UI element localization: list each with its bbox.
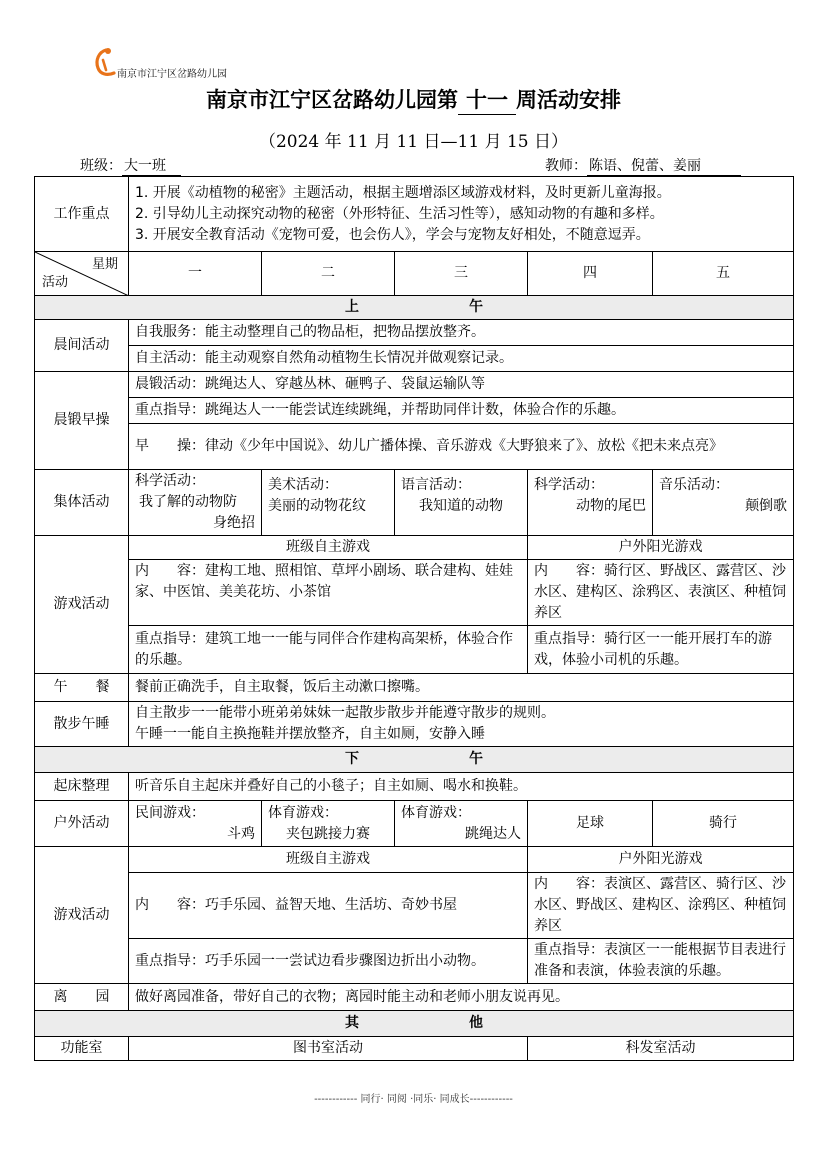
group-activity-mon <box>129 470 262 536</box>
activity-name: 身绝招 <box>213 515 255 531</box>
schedule-table <box>34 176 794 1061</box>
outdoor-games-content: 内 容：表演区、露营区、骑行区、沙水区、野战区、建构区、涂鸦区、种植饲养区 <box>528 873 794 939</box>
logo-mark-icon <box>90 46 120 80</box>
day-header-thu: 四 <box>528 252 653 296</box>
section-char: 下 <box>345 751 360 767</box>
outdoor-games-guidance: 重点指导：表演区一一能根据节目表进行准备和表演，体验表演的乐趣。 <box>528 939 794 984</box>
class-games-guidance: 重点指导：建筑工地一一能与同伴合作建构高架桥，体验合作的乐趣。 <box>129 626 528 674</box>
group-activity-wed <box>395 470 528 536</box>
section-other <box>35 1011 794 1037</box>
nap-text: 午睡一一能自主换拖鞋并摆放整齐，自主如厕，安静入睡 <box>135 726 485 742</box>
day-header-mon: 一 <box>129 252 262 296</box>
group-activity-tue <box>262 470 395 536</box>
corner-weekday-label: 星期 <box>91 257 118 272</box>
title-prefix: 南京市江宁区岔路幼儿园第 <box>206 87 458 112</box>
activity-type: 民间游戏： <box>135 804 205 821</box>
activity-name: 夹包跳接力赛 <box>286 825 370 842</box>
outdoor-activity-tue <box>262 801 395 847</box>
class-games-guidance: 重点指导：巧手乐园一一尝试边看步骤图边折出小动物。 <box>129 939 528 984</box>
activity-type: 体育游戏： <box>268 804 338 821</box>
activity-name: 我了解的动物防 <box>139 494 237 510</box>
exercise-activity-text: 晨锻活动：跳绳达人、穿越丛林、砸鸭子、袋鼠运输队等 <box>129 372 794 398</box>
outdoor-activity-mon <box>129 801 262 847</box>
activity-name: 颠倒歌 <box>745 498 788 514</box>
section-char: 其 <box>345 1015 360 1031</box>
activity-name: 跳绳达人 <box>465 825 521 842</box>
outdoor-activity-thu: 足球 <box>528 801 653 847</box>
activity-name: 美丽的动物花纹 <box>268 498 366 514</box>
lunch-label: 午 餐 <box>35 674 129 702</box>
activity-name: 动物的尾巴 <box>576 498 646 514</box>
group-activity-label: 集体活动 <box>35 470 129 536</box>
class-value: 大一班 <box>122 155 181 176</box>
activity-type: 语言活动： <box>401 477 471 493</box>
leave-label: 离 园 <box>35 984 129 1011</box>
wakeup-content: 听音乐自主起床并叠好自己的小毯子；自主如厕、喝水和换鞋。 <box>129 773 794 801</box>
games-label-afternoon: 游戏活动 <box>35 847 129 984</box>
science-room-activity: 科发室活动 <box>528 1037 794 1061</box>
section-char: 他 <box>469 1015 484 1031</box>
section-char: 上 <box>345 299 360 315</box>
title-week: 十一 <box>458 84 516 115</box>
library-activity: 图书室活动 <box>129 1037 528 1061</box>
function-room-label: 功能室 <box>35 1037 129 1061</box>
logo-name: 南京市江宁区岔路幼儿园 <box>117 69 227 80</box>
outdoor-activity-fri: 骑行 <box>653 801 794 847</box>
walk-nap-content <box>129 702 794 747</box>
outdoor-games-title: 户外阳光游戏 <box>528 847 794 873</box>
work-focus-item: 1. 开展《动植物的秘密》主题活动，根据主题增添区域游戏材料，及时更新儿童海报。 <box>135 184 671 201</box>
morning-exercise-text: 早 操：律动《少年中国说》、幼儿广播体操、音乐游戏《大野狼来了》、放松《把未来点亮》 <box>129 424 794 470</box>
activity-name: 我知道的动物 <box>419 498 503 514</box>
day-header-wed: 三 <box>395 252 528 296</box>
teacher-value: 陈语、倪蕾、姜丽 <box>587 155 741 176</box>
leave-content: 做好离园准备，带好自己的衣物；离园时能主动和老师小朋友说再见。 <box>129 984 794 1011</box>
day-header-fri: 五 <box>653 252 794 296</box>
footer-slogan: ------------ 同行· 同阅 ·同乐· 同成长------------ <box>314 1094 513 1105</box>
outdoor-activity-wed <box>395 801 528 847</box>
class-info <box>80 155 181 176</box>
class-games-title: 班级自主游戏 <box>129 847 528 873</box>
self-service-text: 自我服务：能主动整理自己的物品柜，把物品摆放整齐。 <box>129 320 794 346</box>
work-focus-label: 工作重点 <box>35 177 129 252</box>
wakeup-label: 起床整理 <box>35 773 129 801</box>
section-char: 午 <box>469 751 484 767</box>
morning-activity-label: 晨间活动 <box>35 320 129 372</box>
activity-type: 美术活动： <box>268 477 338 493</box>
teacher-info <box>545 155 741 176</box>
activity-type: 体育游戏： <box>401 804 471 821</box>
outdoor-games-title: 户外阳光游戏 <box>528 536 794 560</box>
weekday-corner-cell <box>35 252 129 296</box>
section-afternoon <box>35 747 794 773</box>
date-range: （2024 年 11 月 11 日—11 月 15 日） <box>258 132 569 152</box>
page-title <box>0 84 827 115</box>
corner-activity-label: 活动 <box>42 275 69 290</box>
activity-type: 科学活动： <box>534 477 604 493</box>
self-activity-text: 自主活动：能主动观察自然角动植物生长情况并做观察记录。 <box>129 346 794 372</box>
walk-nap-label: 散步午睡 <box>35 702 129 747</box>
exercise-guidance-text: 重点指导：跳绳达人一一能尝试连续跳绳，并帮助同伴计数，体验合作的乐趣。 <box>129 398 794 424</box>
work-focus-item: 2. 引导幼儿主动探究动物的秘密（外形特征、生活习性等），感知动物的有趣和多样。 <box>135 205 664 222</box>
outdoor-games-guidance: 重点指导：骑行区一一能开展打车的游戏，体验小司机的乐趣。 <box>528 626 794 674</box>
morning-exercise-label: 晨锻早操 <box>35 372 129 470</box>
class-games-content: 内 容：巧手乐园、益智天地、生活坊、奇妙书屋 <box>129 873 528 939</box>
class-label: 班级： <box>80 158 122 174</box>
work-focus-content <box>129 177 794 252</box>
walk-text: 自主散步一一能带小班弟弟妹妹一起散步散步并能遵守散步的规则。 <box>135 705 555 721</box>
class-games-content: 内 容：建构工地、照相馆、草坪小剧场、联合建构、娃娃家、中医馆、美美花坊、小茶馆 <box>129 560 528 626</box>
class-games-title: 班级自主游戏 <box>129 536 528 560</box>
lunch-content: 餐前正确洗手，自主取餐，饭后主动漱口擦嘴。 <box>129 674 794 702</box>
section-char: 午 <box>469 299 484 315</box>
work-focus-item: 3. 开展安全教育活动《宠物可爱，也会伤人》，学会与宠物友好相处，不随意逗弄。 <box>135 226 650 243</box>
activity-name: 斗鸡 <box>227 825 255 842</box>
games-label-morning: 游戏活动 <box>35 536 129 674</box>
day-header-tue: 二 <box>262 252 395 296</box>
outdoor-games-content: 内 容：骑行区、野战区、露营区、沙水区、建构区、涂鸦区、表演区、种植饲养区 <box>528 560 794 626</box>
kindergarten-logo <box>90 46 290 80</box>
section-morning <box>35 296 794 320</box>
outdoor-activity-label: 户外活动 <box>35 801 129 847</box>
activity-type: 音乐活动： <box>659 477 729 493</box>
teacher-label: 教师： <box>545 158 587 174</box>
group-activity-thu <box>528 470 653 536</box>
activity-type: 科学活动： <box>135 473 205 489</box>
title-suffix: 周活动安排 <box>516 87 621 112</box>
group-activity-fri <box>653 470 794 536</box>
